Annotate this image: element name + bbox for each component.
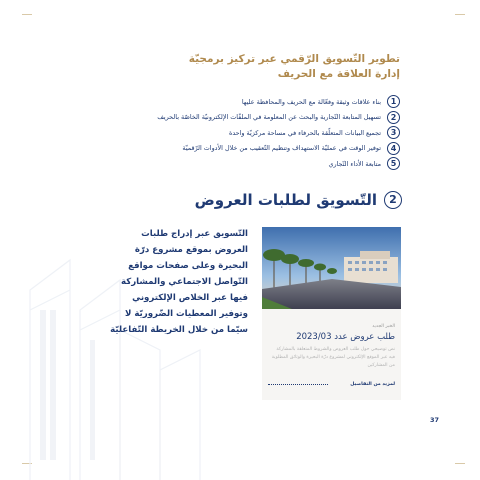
corner-mark-bottom-right (455, 463, 465, 464)
heading-line-1: تطوير التّسويق الرّقمي عبر تركيز برمجيّة (188, 53, 400, 65)
section-heading (100, 52, 400, 82)
list-item (80, 110, 400, 125)
objectives-list (80, 94, 400, 172)
list-number-badge: 2 (387, 111, 400, 124)
page-number: 37 (430, 416, 440, 424)
card-tag: الخبر الجديد (372, 324, 395, 329)
card-title[interactable]: طلب عروض عدد 2023/03 (296, 332, 395, 342)
project-photo (262, 227, 401, 309)
link-dotted-line (268, 384, 328, 385)
list-number-badge: 5 (387, 157, 400, 170)
heading-line-2: إدارة العلاقة مع الحريف (277, 68, 400, 80)
list-number-badge: 4 (387, 142, 400, 155)
tender-news-card[interactable] (262, 227, 401, 400)
section-title-text: التّسويق لطلبات العروض (194, 191, 377, 209)
section-body-text: التّسويق عبر إدراج طلبات العروض بموقع مشروع درّة البحيرة وعلى صفحات مواقع التّواصل الاجتماعي والمشاركة فيها عبر الخلاص الإلكتروني وتوفير المعطيات الضّروريّة لا سيّما من خلال الخريطة التّفاعليّة (110, 229, 248, 335)
section-title (195, 191, 402, 209)
list-item-text: توفير الوقت في عمليّة الاستهداف وتنظيم التّعقيب من خلال الأدوات الرّقميّة (182, 144, 381, 152)
list-item (80, 156, 400, 171)
list-item-text: تسهيل المتابعة التّجارية والبحث عن المعلومة في الملفّات الإلكترونيّة الخاصّة بالحريف (157, 113, 381, 121)
list-number-badge: 3 (387, 126, 400, 139)
card-description: نص توضيحي حول طلب العروض والشروط المتعلقة بالمشاركة فيه عبر الموقع الإلكتروني لمشروع درّة البحيرة والوثائق المطلوبة من المشاركين (271, 347, 395, 368)
list-item (80, 141, 400, 156)
list-item (80, 125, 400, 140)
section-number-badge: 2 (384, 191, 402, 209)
list-item-text: متابعة الأداء التّجاري (328, 159, 381, 168)
corner-mark-top-left (22, 14, 32, 15)
list-item-text: تجميع البيانات المتعلّقة بالحرفاء في مساحة مركزيّة واحدة (228, 128, 381, 137)
list-item (80, 94, 400, 109)
list-item-text: بناء علاقات وثيقة وفعّالة مع الحريف والمحافظة عليها (241, 97, 381, 106)
corner-mark-top-right (455, 14, 465, 15)
read-more-link[interactable]: لمزيد من التفاصيل (350, 382, 395, 387)
list-number-badge: 1 (387, 95, 400, 108)
